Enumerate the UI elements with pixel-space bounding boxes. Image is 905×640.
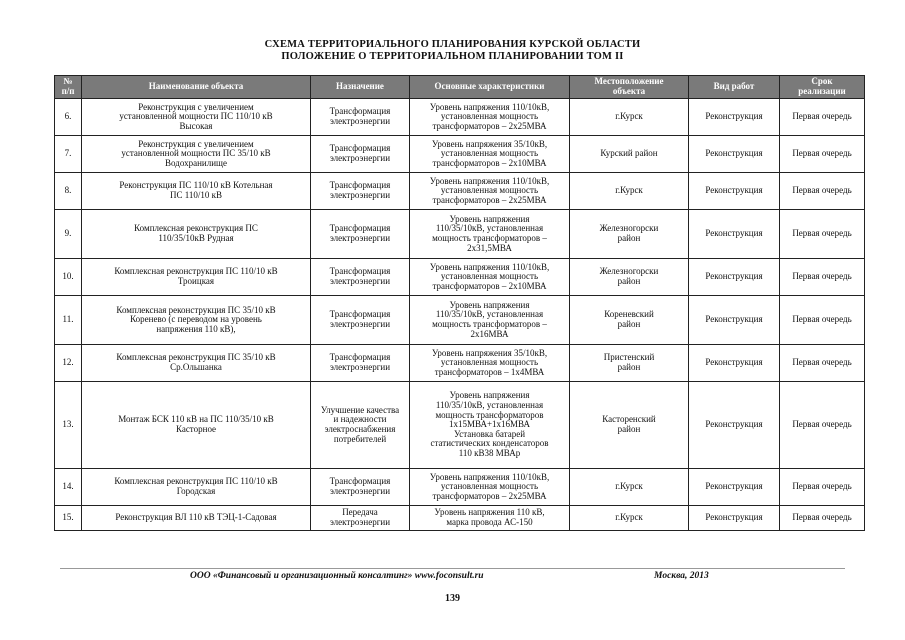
purpose-cell: Трансформация электроэнергии	[311, 173, 410, 210]
table-row	[55, 382, 865, 469]
purpose-cell: Трансформация электроэнергии	[311, 136, 410, 173]
footer-divider	[60, 568, 845, 569]
specs-cell: Уровень напряжения 110/10кВ, установленная мощность трансформаторов – 2х10МВА	[410, 259, 570, 296]
object-name-cell: Комплексная реконструкция ПС 35/10 кВ Коренево (с переводом на уровень напряжения 110 кВ),	[82, 296, 311, 345]
work-type-cell: Реконструкция	[689, 99, 780, 136]
work-type-cell: Реконструкция	[689, 469, 780, 506]
purpose-cell: Трансформация электроэнергии	[311, 99, 410, 136]
row-number-cell: 7.	[55, 136, 82, 173]
purpose-cell: Трансформация электроэнергии	[311, 210, 410, 259]
table-row	[55, 173, 865, 210]
location-cell: Железногорски район	[570, 259, 689, 296]
location-cell: г.Курск	[570, 506, 689, 531]
object-name-cell: Комплексная реконструкция ПС 110/10 кВ Троицкая	[82, 259, 311, 296]
col-purpose-header: Назначение	[311, 76, 410, 99]
work-type-cell: Реконструкция	[689, 259, 780, 296]
table-row	[55, 469, 865, 506]
purpose-cell: Трансформация электроэнергии	[311, 259, 410, 296]
row-number-cell: 12.	[55, 345, 82, 382]
stage-cell: Первая очередь	[780, 469, 865, 506]
location-cell: г.Курск	[570, 469, 689, 506]
table-row	[55, 296, 865, 345]
location-cell: Кореневский район	[570, 296, 689, 345]
row-number-cell: 6.	[55, 99, 82, 136]
object-name-cell: Комплексная реконструкция ПС 110/35/10кВ Рудная	[82, 210, 311, 259]
purpose-cell: Трансформация электроэнергии	[311, 296, 410, 345]
object-name-cell: Монтаж БСК 110 кВ на ПС 110/35/10 кВ Касторное	[82, 382, 311, 469]
work-type-cell: Реконструкция	[689, 345, 780, 382]
location-cell: Пристенский район	[570, 345, 689, 382]
object-name-cell: Комплексная реконструкция ПС 35/10 кВ Ср.Ольшанка	[82, 345, 311, 382]
purpose-cell: Передача электроэнергии	[311, 506, 410, 531]
row-number-cell: 9.	[55, 210, 82, 259]
table-body	[55, 99, 865, 531]
stage-cell: Первая очередь	[780, 210, 865, 259]
location-cell: г.Курск	[570, 173, 689, 210]
stage-cell: Первая очередь	[780, 382, 865, 469]
object-name-cell: Реконструкция с увеличением установленной мощности ПС 110/10 кВ Высокая	[82, 99, 311, 136]
purpose-cell: Трансформация электроэнергии	[311, 469, 410, 506]
row-number-cell: 11.	[55, 296, 82, 345]
stage-cell: Первая очередь	[780, 173, 865, 210]
location-cell: Железногорски район	[570, 210, 689, 259]
table-row	[55, 136, 865, 173]
document-subtitle: ПОЛОЖЕНИЕ О ТЕРРИТОРИАЛЬНОМ ПЛАНИРОВАНИИ ТОМ II	[281, 51, 624, 62]
col-work-type-header: Вид работ	[689, 76, 780, 99]
col-specs-header: Основные характеристики	[410, 76, 570, 99]
row-number-cell: 8.	[55, 173, 82, 210]
work-type-cell: Реконструкция	[689, 210, 780, 259]
specs-cell: Уровень напряжения 110/35/10кВ, установленная мощность трансформаторов 1х15МВА+1х16МВА Установка батарей статистических конденсаторов 110 кВ38 МВАр	[410, 382, 570, 469]
col-location-header: Местоположение объекта	[570, 76, 689, 99]
stage-cell: Первая очередь	[780, 259, 865, 296]
document-title: СХЕМА ТЕРРИТОРИАЛЬНОГО ПЛАНИРОВАНИЯ КУРСКОЙ ОБЛАСТИ	[264, 39, 641, 50]
table-row	[55, 506, 865, 531]
specs-cell: Уровень напряжения 110/35/10кВ, установленная мощность трансформаторов – 2х31,5МВА	[410, 210, 570, 259]
object-name-cell: Реконструкция с увеличением установленной мощности ПС 35/10 кВ Водохранилище	[82, 136, 311, 173]
row-number-cell: 10.	[55, 259, 82, 296]
stage-cell: Первая очередь	[780, 99, 865, 136]
footer-city-year: Москва, 2013	[654, 571, 709, 581]
table-row	[55, 210, 865, 259]
specs-cell: Уровень напряжения 110/10кВ, установленная мощность трансформаторов – 2х25МВА	[410, 469, 570, 506]
object-name-cell: Реконструкция ПС 110/10 кВ Котельная ПС 110/10 кВ	[82, 173, 311, 210]
stage-cell: Первая очередь	[780, 136, 865, 173]
object-name-cell: Реконструкция ВЛ 110 кВ ТЭЦ-1-Садовая	[82, 506, 311, 531]
table-header-row	[55, 76, 865, 99]
work-type-cell: Реконструкция	[689, 296, 780, 345]
specs-cell: Уровень напряжения 35/10кВ, установленная мощность трансформаторов – 2х10МВА	[410, 136, 570, 173]
row-number-cell: 13.	[55, 382, 82, 469]
specs-cell: Уровень напряжения 110/35/10кВ, установленная мощность трансформаторов – 2х16МВА	[410, 296, 570, 345]
specs-cell: Уровень напряжения 35/10кВ, установленная мощность трансформаторов – 1х4МВА	[410, 345, 570, 382]
purpose-cell: Трансформация электроэнергии	[311, 345, 410, 382]
table-row	[55, 259, 865, 296]
col-number-header: № п/п	[55, 76, 82, 99]
row-number-cell: 15.	[55, 506, 82, 531]
stage-cell: Первая очередь	[780, 345, 865, 382]
footer-company: ООО «Финансовый и организационный консалтинг» www.foconsult.ru	[190, 571, 484, 581]
work-type-cell: Реконструкция	[689, 136, 780, 173]
work-type-cell: Реконструкция	[689, 173, 780, 210]
specs-cell: Уровень напряжения 110/10кВ, установленная мощность трансформаторов – 2х25МВА	[410, 173, 570, 210]
col-object-name-header: Наименование объекта	[82, 76, 311, 99]
location-cell: г.Курск	[570, 99, 689, 136]
stage-cell: Первая очередь	[780, 296, 865, 345]
projects-table	[54, 75, 865, 531]
location-cell: Касторенский район	[570, 382, 689, 469]
stage-cell: Первая очередь	[780, 506, 865, 531]
row-number-cell: 14.	[55, 469, 82, 506]
specs-cell: Уровень напряжения 110/10кВ, установленная мощность трансформаторов – 2х25МВА	[410, 99, 570, 136]
specs-cell: Уровень напряжения 110 кВ, марка провода АС-150	[410, 506, 570, 531]
table-row	[55, 99, 865, 136]
location-cell: Курский район	[570, 136, 689, 173]
table-row	[55, 345, 865, 382]
page-number: 139	[445, 593, 460, 604]
col-stage-header: Срок реализации	[780, 76, 865, 99]
purpose-cell: Улучшение качества и надежности электроснабжения потребителей	[311, 382, 410, 469]
work-type-cell: Реконструкция	[689, 382, 780, 469]
work-type-cell: Реконструкция	[689, 506, 780, 531]
object-name-cell: Комплексная реконструкция ПС 110/10 кВ Городская	[82, 469, 311, 506]
